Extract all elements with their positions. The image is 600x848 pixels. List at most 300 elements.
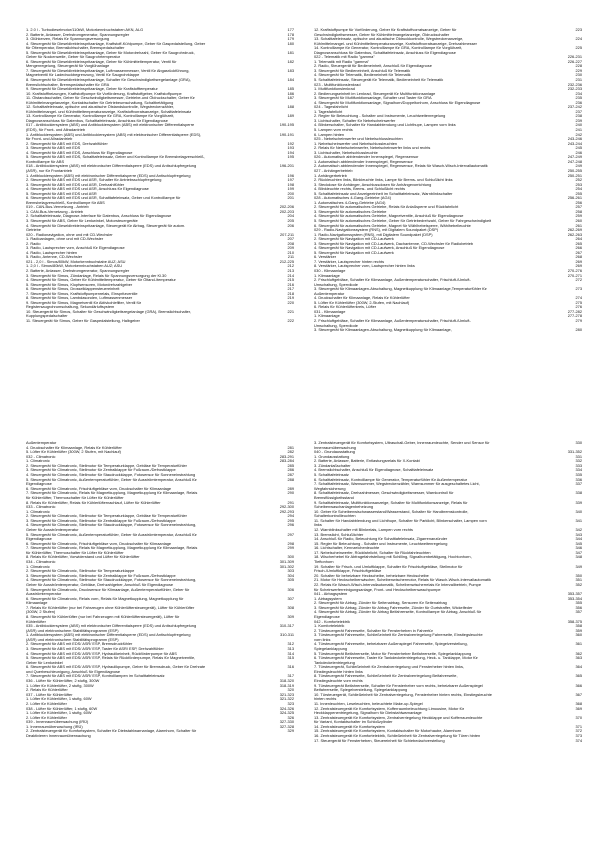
- toc-entry-title: 7. Relais für Kühlerlüfter (nur bei Fahrzeugen ohne Kühlerlüftersteuergerät), Lüfter für Kühlerlüfter: [26, 605, 195, 610]
- toc-entry-page: 275: [575, 300, 582, 305]
- toc-entry-page: 360: [575, 633, 582, 638]
- toc-entry-title: 2. Schalttafeleinsatz, Diagnose-Interface für Datenbus, Anschluss für Eigendiagnose: [26, 214, 172, 219]
- toc-entry-title: 4. Blinkleuchte rechts, Brems- und Schlußlicht rechts: [314, 187, 406, 192]
- toc-entry-page: 352: [575, 582, 582, 587]
- toc-entry-title: 1. Airbagsystem: [314, 596, 342, 601]
- toc-entry-page: 283-284: [279, 459, 294, 464]
- toc-entry-title: 5. Schalttafeleinsatz, Steuergerät für Telematik, Bedieneinheit für Telematik: [314, 78, 444, 83]
- toc-entry-title: 6. Steuergerät für Simos, Drosselklappensteuereinheit: [26, 287, 120, 292]
- toc-entry-title: Bremsbelagverschleiß, Kontrolllampe für ABS: [26, 200, 105, 205]
- toc-entry-title: 7. Steuergerät für Climatronic, Relais für Magnetkupplung, Magnetkupplung für Klimaanlage, Relais: [26, 546, 198, 551]
- toc-entry-title: 5. Steuergerät für ABS mit EDS, Schalttafeleinsatz, Geber und Kontrolllampe für Bremsbelagverschleiß,: [26, 155, 205, 160]
- toc-entry-title: 036 - Lüfter für Kühlerlüfter, 2 stufig, 300W: [26, 679, 100, 684]
- toc-entry-page: 292-300: [279, 505, 294, 510]
- toc-entry-page: 313: [287, 647, 294, 652]
- toc-entry-page: 245: [575, 146, 582, 151]
- toc-entry-title: 4. Steuergerät für ABS mit EDS und ASR, Anschluss für Eigendiagnose: [26, 187, 149, 192]
- toc-entry-title: 1. Telematik mit Radio "gamma": [314, 59, 370, 64]
- toc-entry-title: 1. Tagesfahrlicht: [314, 109, 343, 114]
- toc-entry-page: 262-263: [567, 232, 582, 237]
- toc-entry-title: 1. Climatronic: [26, 564, 50, 569]
- toc-entry-page: 258: [575, 209, 582, 214]
- toc-entry-title: Einstiegsleuchte vorn rechts: [314, 679, 363, 684]
- toc-entry-title: 033 - Climatronic: [26, 505, 56, 510]
- toc-entry-title: 18. Wischerhebel für Abfragefahrtstellung mit Schilling, Signalhornbetätigung, Hochtonhorn,: [314, 555, 472, 560]
- toc-entry-title: 4. Steuergerät für Airbag, Zünder für Airbag Beifahrerseite, Kontrolllampe für Airbag, Anschluß für: [314, 610, 482, 615]
- toc-entry-page: 267: [575, 250, 582, 255]
- toc-entry-page: 318-320: [279, 679, 294, 684]
- toc-entry-title: 1. Climatronic: [26, 459, 50, 464]
- toc-entry-title: Schalterkontrollleuchten: [314, 514, 356, 519]
- toc-entry-page: 264: [575, 237, 582, 242]
- toc-entry-page: 306: [287, 587, 294, 592]
- toc-entry-title: 2. Radio: [26, 241, 41, 246]
- toc-entry-page: 201: [287, 196, 294, 201]
- toc-entry-page: 347: [575, 550, 582, 555]
- toc-entry-page: 308: [287, 605, 294, 610]
- toc-entry-page: 331: [575, 454, 582, 459]
- toc-entry-page: 238: [575, 114, 582, 119]
- toc-entry-page: 300: [287, 555, 294, 560]
- toc-entry-title: 2. Steuergerät für ABS mit EDS/ ASR/ ESP, Bremsdruckfühler: [26, 642, 133, 647]
- toc-entry-page: 232-233: [567, 87, 582, 92]
- toc-entry-title: 4. Steuergerät für Simos, Geber für Kühlmitteltemperatur, Geber für Öltand-/temperatur: [26, 278, 176, 283]
- toc-entry-title: Umschaltung, Sperrdiode: [314, 323, 358, 328]
- toc-entry-title: für Öltemperatur, Bremslichtschalter, Bremspedalschalter: [26, 46, 125, 51]
- toc-entry-title: Klimaanlage: [26, 601, 48, 606]
- toc-entry-title: 10. Türsteuergerät, Schließeinheit für Zentralverriegelung, Fensterheber hinten rechts, Einstiegsleuchte: [314, 692, 492, 697]
- toc-entry-page: 343: [575, 532, 582, 537]
- toc-entry-page: 221: [287, 309, 294, 314]
- toc-column-left: [26, 28, 294, 344]
- toc-entry-title: 2. Steuergerät für ABS mit EDS, Drehzahlfühler: [26, 141, 108, 146]
- toc-entry-title: 2. Batterie, Anlasser, Drehstromgenerator, Spannungsregler: [26, 268, 130, 273]
- toc-entry-page: 205: [287, 218, 294, 223]
- toc-entry-page: 367: [575, 692, 582, 697]
- toc-entry-page: 304: [287, 573, 294, 578]
- toc-entry-page: 327-330: [279, 720, 294, 725]
- toc-entry-title: 2. Frischluftgebläse, Schalter für Klimaanlage, Außentemperaturschalter, Frischluft-/Umluft-: [314, 319, 471, 323]
- toc-entry-page: 189: [287, 114, 294, 119]
- toc-entry-page: 249: [575, 164, 582, 169]
- toc-entry-page: 346: [575, 546, 582, 551]
- toc-entry-page: 326: [287, 715, 294, 720]
- toc-entry-title: 1. Multifunktionslenkrad: [314, 87, 355, 92]
- toc-entry-page: 240: [575, 123, 582, 128]
- toc-entry-page: 358-375: [567, 619, 582, 624]
- toc-entry-title: 1. Anhängerbetrieb: [314, 173, 347, 178]
- toc-entry-title: 5. Lampen vorn rechts: [314, 128, 353, 133]
- toc-entry-title: 3. Steuergerät für Climatronic, Stellmotor für Zentralklappe für Fußraum-/Defrostklappe: [26, 468, 176, 473]
- toc-entry-title: Ausströmtemperatur: [26, 592, 62, 597]
- toc-entry-title: Kühlmittelmangel- und Kühlmitteltemperaturanzeige, Kraftstoffvorratsanzeige, Drehzahlmesser: [314, 41, 477, 46]
- toc-entry-page: 349: [575, 564, 582, 569]
- toc-entry-title: 6. Lampen hinten: [314, 132, 345, 137]
- toc-entry-title: 1. Lüfter für Kühlerlüfter, 1 stufig, 60W: [26, 697, 92, 702]
- toc-entry-title: Deaktivieren Innenraumüberwachung: [26, 734, 91, 738]
- toc-entry-title: 5. Lüfter für Kühlerlüfter (300W, 2 Stufen, mit Nachlauf): [26, 450, 121, 455]
- toc-entry-page: 277-282: [567, 309, 582, 314]
- toc-entry-page: 260: [575, 218, 582, 223]
- toc-entry-page: 243-244: [567, 141, 582, 146]
- toc-entry-page: 340: [575, 509, 582, 514]
- toc-entry-title: 025 - Nebelscheinwerfer und Nebelschlussleuchten: [314, 137, 403, 142]
- toc-entry-title: 2. Türsteuergerät Fahrerseite, Schalter für Fensterheben in Fahrertür: [314, 628, 433, 633]
- toc-entry-title: 3. Steckdose für Anhänger, Anschlussdosen für Anhängevorrichtung: [314, 182, 432, 187]
- toc-entry-page: 358: [575, 624, 582, 629]
- toc-entry-page: 272: [575, 278, 582, 283]
- toc-entry-page: 337: [575, 482, 582, 487]
- toc-entry-title: 4. Steuergerät für Dieseldirekteinspritzanlage, Kraftstoff-Kühlpumpe, Geber für Gaspedalstellung, Geber: [26, 41, 206, 46]
- toc-entry-title: 13. Kontrolllampe für Generator, Kontrolllampe für GRA, Kontrolllampe für Vorglühzeit,: [26, 114, 175, 119]
- toc-entry-page: 177: [287, 28, 294, 32]
- toc-entry-page: 344: [575, 537, 582, 542]
- toc-entry-page: 318-319: [279, 683, 294, 688]
- toc-entry-title: 019 - CAN-Bus-Vernetzung - Antrieb: [26, 205, 89, 210]
- toc-entry-page: 309: [287, 614, 294, 619]
- toc-entry-title: Eigendiagnose: [26, 537, 52, 542]
- toc-entry-title: 2. Steuergerät für ABS mit EDS und ASR, Schalter für Antriebsschlupfregelung: [26, 178, 162, 183]
- toc-entry-title: 1. Klimaanlage: [314, 314, 340, 319]
- toc-entry-page: 207: [287, 237, 294, 242]
- toc-entry-page: 350: [575, 573, 582, 578]
- toc-entry-title: (ASR) und elektronischem Stabilitätsprogramm (ESP): [26, 628, 119, 633]
- toc-entry-title: 017 - Antiblockiersystem (ABS) und Antiblockiersystem (ABS) mit elektronischer Differentialsperre: [26, 123, 195, 128]
- toc-entry-title: Geber für Nockenwelle, Geber für Saugrohrtemperatur: [26, 55, 121, 60]
- toc-entry-title: Kühlmittelmangelanzeige, Kontaktschalter für Getriebeumschaltung, Schaltbetätigung: [26, 100, 174, 105]
- toc-entry-title: 3. Steuergerät für ABS mit EDS und ASR, Drehzahlfühler: [26, 182, 125, 187]
- toc-entry-page: 310-317: [279, 624, 294, 629]
- toc-entry-title: 14. Kontrolllampe für Generator, Kontrolllampe für GRA, Kontrolllampe für Vorglühzeit,: [314, 46, 463, 51]
- toc-entry-title: 5. Schalttafeleinsatz und Anzeigeeinheit im Schalttafeleinsatz, Warnblinkschalter: [314, 191, 453, 196]
- toc-entry-title: Mengenregelung, Steuergerät für Vorglühanlage: [26, 64, 110, 69]
- toc-entry-title: 2. Frischluftgebläse, Schalter für Klimaanlage, Außentemperaturschalter, Frischluft-/Umluft-: [314, 278, 471, 283]
- toc-entry-page: 230: [575, 73, 582, 78]
- toc-entry-page: 224: [575, 37, 582, 42]
- toc-entry-page: 217: [287, 287, 294, 292]
- toc-entry-page: 365: [575, 674, 582, 679]
- toc-entry-title: 2. Steuergerät für Climatronic, Stellmotor für Temperaturklappe, Gebläse für Temperaturfühler: [26, 514, 187, 519]
- toc-entry-page: 269: [575, 259, 582, 264]
- toc-entry-page: 345: [575, 541, 582, 546]
- toc-entry-title: 1. Automatisches 4-Gang-Getriebe (AG4): [314, 200, 386, 205]
- toc-entry-page: 295: [287, 518, 294, 523]
- toc-entry-title: 2. Lüfter für Kühlerlüfter: [26, 715, 67, 720]
- toc-entry-title: 1. Antiblockiersystem (ABS) und Antiblockiersystem (ABS) mit elektronischer Differentialsperre (EDS),: [26, 132, 202, 137]
- toc-entry-title: 7. Steuergerät für Simos, Kraftstoffpumpenrelais, Einspritzventile: [26, 291, 138, 296]
- toc-entry-title: 2. Automatisch abblendender Innenspiegel, Regensensor, Relais für Wasch-Wisch-Intervallautomatik: [314, 164, 488, 169]
- toc-entry-title: 3. Steuergerät für Navigation mit CD-Laufwerk, Dachantenne, CD-Wechsler für Radiobetrieb: [314, 241, 474, 246]
- toc-entry-title: 17. Nebelscheinwerfer, Rückfahrlicht, Schalter für Rückfahrleuchten: [314, 550, 431, 555]
- toc-entry-title: Kühlerlüfter: [26, 619, 46, 624]
- toc-entry-page: 190-191: [279, 132, 294, 137]
- toc-entry-page: 362: [575, 651, 582, 656]
- toc-entry-title: 17. Steuergerät für Fensterheben, Steuereinheit für Schiebedachverstellung: [314, 738, 445, 743]
- toc-entry-title: 12. Schalttafeleinsatz, optische und akustische Ölstandskontrolle, Wegstreckenzähler,: [26, 105, 175, 110]
- toc-entry-page: 335: [575, 473, 582, 478]
- toc-entry-title: 8. Schalttafeleinsatz, Drehzahlmesser, Geschwindigkeitsmesser, Warnkontroll für: [314, 491, 454, 496]
- toc-entry-page: 218: [287, 291, 294, 296]
- toc-entry-page: 214: [287, 273, 294, 278]
- toc-entry-page: 324-326: [279, 706, 294, 711]
- toc-entry-page: 266: [575, 246, 582, 251]
- toc-entry-title: 2. Relais für Nebelscheinwerfer, Nebelscheinwerfer links und rechts: [314, 146, 431, 151]
- toc-entry-page: 305: [287, 578, 294, 583]
- toc-entry-title: 4. Druckschalter für Klimaanlage, Relais für Kühlerlüfter: [314, 296, 410, 301]
- toc-entry-page: 222: [287, 319, 294, 323]
- toc-entry-title: 4. Steuergerät für Dieseldirekteinspritzanlage, Steuergerät für Airbag, Steuergerät für autom.: [26, 223, 186, 228]
- toc-entry-title: 2. Batterie, Anlasser, Drehstromgenerator, Spannungsregler: [26, 32, 130, 37]
- toc-entry-page: 232-236: [567, 82, 582, 87]
- toc-entry-title: 5. Steuergerät für Navigation mit CD-Laufwerk: [314, 250, 394, 255]
- toc-entry-page: 257: [575, 205, 582, 210]
- toc-entry-title: 7. Verstärker, Lautsprecher hinten rechts: [314, 259, 385, 264]
- toc-entry-page: 371: [575, 724, 582, 729]
- toc-entry-title: 3. Zündanlaßschalter: [314, 463, 351, 468]
- toc-entry-title: Frisch-/Umluftklappe, Frischluftgebläse: [314, 569, 382, 574]
- toc-entry-title: für Variant, Kontaktschalter im Schloßzylinder: [314, 720, 393, 725]
- toc-entry-title: 3. Steuergerät für ABS, Geber für Lenkwinkel, Motorsteuergeräte: [26, 218, 138, 223]
- toc-entry-title: 1. Automatisch abblendender Innenspiegel, Regensensor: [314, 159, 413, 164]
- toc-entry-title: Eigendiagnose: [314, 614, 340, 619]
- toc-entry-page: 178: [287, 32, 294, 37]
- toc-entry-title: 020 - Radionavigation, ohne und mit CD-Wechsler: [26, 232, 113, 237]
- toc-entry-page: 280: [575, 328, 582, 333]
- toc-entry-title: 15. Zentralsteuergerät für Komfortsystem, Kontaktschalter für Motorhaube, Alarmhorn: [314, 729, 462, 734]
- toc-entry-title: 5. Radio, Antenne, CD-Wechsler: [26, 255, 83, 260]
- toc-entry-title: 4. Steuergerät für Climatronic, Stellmotor für Staudruckklappe, Fotosensor für Sonneneinstrahlung: [26, 473, 196, 478]
- toc-entry-title: 5. Türsteuergerät Beifahrerseite, Motor für Fensterheber Beifahrerseite, Spiegelanklappung: [314, 651, 472, 656]
- toc-entry-page: 276: [575, 305, 582, 310]
- toc-entry-page: 291: [287, 500, 294, 505]
- toc-entry-title: 041 - Airbagsystem: [314, 592, 348, 597]
- toc-entry-title: Magnetventil für Ladedruckbegrenzung, Ventil für Saugrohrklappe: [26, 73, 140, 78]
- toc-entry-title: (ASR), nur für Frontantrieb: [26, 168, 73, 173]
- toc-block-lower: [26, 441, 582, 823]
- toc-entry-page: 357: [575, 610, 582, 615]
- toc-entry-page: 197: [287, 178, 294, 183]
- toc-entry-title: 2. Regler für Beleuchtung - Schalter und Instrumente, Leuchtweitenregelung: [314, 114, 446, 119]
- toc-entry-title: 13. Bremslicht, Schlußlichter: [314, 532, 364, 537]
- toc-entry-title: 5. Steuergerät für ABS mit EDS/ ASR/ ESP, Relais für Rückförderpumpe, Relais für Magnetventile,: [26, 656, 196, 661]
- toc-entry-page: 331-352: [567, 450, 582, 455]
- toc-entry-page: 185: [287, 87, 294, 92]
- toc-entry-title: 5. Steuergerät für Climatronic, Drucksensor für Klimaanlage, Außentemperaturfühler, Geber für: [26, 587, 190, 592]
- toc-entry-title: 6. Steuergerät für ABS mit EDS und ASR, Schalttafeleinsatz, Geber und Kontrolllampe für: [26, 196, 181, 201]
- toc-entry-title: 4. Steuergerät für Telematik, Bedieneinheit für Telematik: [314, 73, 411, 78]
- toc-entry-page: 228: [575, 64, 582, 69]
- toc-entry-page: 231: [575, 78, 582, 83]
- toc-entry-page: 250-255: [567, 168, 582, 173]
- toc-entry-title: 6. Steuergerät für Dieseldirekteinspritzanlage, Geber für Kühlmitteltemperatur, Ventil für: [26, 59, 177, 64]
- toc-entry-title: 027 - Anhängerbetrieb: [314, 168, 353, 173]
- toc-entry-title: 9. Steuergerät für Simos, Magnetventil für Aktivkohlefilter, Ventil für: [26, 300, 142, 305]
- toc-entry-title: Umschaltung, Sperrdiode: [314, 282, 358, 287]
- toc-entry-page: 215: [287, 278, 294, 283]
- toc-entry: [26, 734, 294, 739]
- toc-entry-title: Innenraumüberwachung: [314, 445, 356, 450]
- toc-entry-title: 12. Zentralsteuergerät für Komfortsystem, Kofferraumbeleuchtung Limousine, Motor für: [314, 706, 465, 711]
- toc-entry-title: 3. Steuergerät für Klimaanlagen-Abschaltung, Magnetkupplung für Klimaanlage,: [314, 328, 452, 333]
- toc-entry-title: 21. Motor für Heckscheibenwischer, Scheibenwischermotor, Relais für Wasch-Wisch-Intervallautomatik: [314, 578, 491, 583]
- toc-entry-title: 5. Schalttafeleinsatz: [314, 473, 349, 478]
- toc-entry-title: 7. Steuergerät für Dieseldirekteinspritzanlage, Luftmassenmesser, Ventil für Abgasrückführung,: [26, 68, 190, 73]
- toc-entry-page: 213: [287, 268, 294, 273]
- toc-entry: [314, 328, 582, 333]
- toc-block-upper: [26, 28, 582, 344]
- toc-entry-page: 229: [575, 68, 582, 73]
- toc-entry-title: 12. Kraftstoffpumpe für Vorförderung, Geber für Kraftstoffvorratsanzeige, Geber für: [314, 28, 457, 32]
- toc-entry-title: 13. Schalttafeleinsatz, optische und akustische Öldruckkontrolle, Wegstreckenanzeige,: [314, 37, 464, 42]
- toc-entry-page: 252: [575, 178, 582, 183]
- toc-entry-page: 186: [287, 91, 294, 96]
- toc-entry-page: 194: [287, 150, 294, 155]
- toc-entry-page: 195: [287, 155, 294, 160]
- toc-entry-title: Heckklappenentriegelung, Signalhorn für Diebstahlwarnanlage: [314, 711, 422, 716]
- toc-entry-title: 10. Kraftstoffheizungen, Kraftstoffpumpe für Vorförderung, Kraftstoffgeber, Kraftstoffpumpe: [26, 91, 182, 96]
- toc-entry-page: 287: [287, 473, 294, 478]
- toc-entry-title: 6. Steuergerät für ABS mit EDS/ ASR/ ESP, Hydraulikpumpe, Geber für Bremsdruck, Geber für Drehrate: [26, 665, 206, 670]
- toc-entry-title: Tankdeckelentriegelung: [314, 660, 355, 665]
- toc-entry-title: Geber für Ausströmtemperatur: [26, 527, 79, 532]
- toc-entry-page: 314: [287, 651, 294, 656]
- toc-entry-title: 8. Relais für Kühlerlüfter, Relais für Kühlerlüfternachlauf, Lüfter für Kühlerlüfter: [26, 500, 161, 505]
- toc-entry-title: 3. Glühkerzen, Relais für Spannungsversorgung: [26, 37, 110, 42]
- toc-entry-title: 5. Steuergerät für automatisches Getriebe, Geber für Getriebedrehzahl, Geber für Fahrgeschwindigkeit: [314, 218, 492, 223]
- toc-entry-title: 3. Steuergerät für ABS mit EDS/ ASR/ ESP, Taster für ASR/ ESP, Drehzahlfühler: [26, 647, 164, 652]
- toc-entry-page: 338: [575, 491, 582, 496]
- toc-entry-page: 370: [575, 715, 582, 720]
- toc-entry-title: 026 - Automatisch abblendender Innenspiegel, Regensensor: [314, 155, 419, 160]
- toc-entry-title: und Querbeschleunigung, Anschluß für Eigendiagnose: [26, 669, 121, 674]
- toc-entry-page: 315: [287, 656, 294, 661]
- toc-entry-title: 018 - Antiblockiersystem (ABS) mit elektronischer Differentialsperre (EDS) und Antischlupfregelung: [26, 164, 197, 169]
- toc-entry-page: 342: [575, 527, 582, 532]
- toc-entry-title: 8. Steuergerät für Dieseldirekteinspritzanlage, Schalter für Geschwindigkeitsregelanlage (GRA),: [26, 78, 191, 83]
- toc-entry-title: 3. Steuergerät für Airbag, Zünder für Airbag Fahrerseite, Zünder für Gurtstraffer, Wickelfeder: [314, 605, 473, 610]
- toc-entry-title: Bremslichtschalter, Bremspedalschalter für GRA: [26, 82, 110, 87]
- toc-entry-page: 351: [575, 578, 582, 583]
- toc-entry-title: 034 - Climatronic: [26, 560, 56, 565]
- toc-entry-page: 256-261: [567, 196, 582, 201]
- toc-entry-title: Wegfahrsicherung: [314, 486, 346, 491]
- toc-entry-title: 5. Steuergerät für ABS mit EDS und ASR: [26, 191, 97, 196]
- toc-entry-page: 372: [575, 729, 582, 734]
- toc-entry: [26, 319, 294, 324]
- toc-entry-title: 5. Steuergerät für Simos, Klopfsensoren, Motordrehzahlgeber: [26, 282, 133, 287]
- toc-entry-title: 3. Steuergerät für ABS mit EDS: [26, 146, 81, 151]
- toc-entry-title: 4. Steuergerät für ABS mit EDS/ ASR/ ESP, Hydraulikeinheit, Rückförderpumpe für ABS: [26, 651, 177, 656]
- toc-entry-page: 207-211: [280, 232, 294, 237]
- toc-entry-page: 225: [575, 46, 582, 51]
- toc-entry-title: 11. Innenleuchten, Leseleuchten, beleuchtete Make-up-Spiegel: [314, 701, 423, 706]
- toc-entry-page: 279: [575, 319, 582, 323]
- toc-entry-title: 2. Lüfter für Kühlerlüfter: [26, 701, 67, 706]
- toc-entry-title: 13. Zentralsteuergerät für Komfortsystem, Zentralverriegelung Heckklappe und Kofferraumleuchte: [314, 715, 483, 720]
- toc-entry-title: 8. Türsteuergerät Fahrerseite, Schließeinheit für Zentralverriegelung Beifahrerseite,: [314, 674, 458, 679]
- toc-entry-page: 196: [287, 173, 294, 178]
- toc-entry-title: 6. Steuergerät für Climatronic, Frischluftgebläse vorn, Druckschalter für Klimaanlage: [26, 541, 172, 546]
- toc-entry-title: 037 - Lüfter für Kühlerlüfter: [26, 692, 73, 697]
- toc-entry-title: 4. Steuergerät für Navigation mit CD-Laufwerk, Anschluß für Eigendiagnose: [314, 246, 445, 251]
- toc-entry-title: Beifahrerseite, Spiegelverstellung, Spiegelanklappung: [314, 688, 408, 693]
- toc-entry-title: 3. Zentralsteuergerät für Komfortsystem, Ultraschall-Geber, Innenraumleuchte, Sender und Sensor für: [314, 441, 490, 445]
- toc-entry-page: 220: [287, 300, 294, 305]
- toc-entry-title: Kühlmittelmangel- und Kühlmitteltemperaturanzeige, Kraftstoffvorratsanzeige, Schalttafeleinsatz: [26, 109, 192, 114]
- toc-entry-title: 2. Steuergerät für Climatronic, Stellmotor für Temperaturklappe, Gebläse für Temperaturfühler: [26, 463, 187, 468]
- toc-entry-page: 209: [287, 246, 294, 251]
- toc-entry-title: 2. Steuergerät für Climatronic, Stellmotor für Temperaturklappe: [26, 569, 135, 574]
- toc-entry-title: Geschwindigkeitsmesser, Geber für Kühlmittelmangelanzeige, Öldruckschalter: [314, 32, 450, 37]
- toc-entry-title: 2. Relais für Kühlerlüfter: [26, 688, 68, 693]
- toc-entry-title: 4. Steuergerät für ABS mit EDS, Anschluss für Eigendiagnose: [26, 150, 133, 155]
- toc-entry-title: 20. Schalter für beheizbare Heckscheibe, beheizbare Heckscheibe: [314, 573, 429, 578]
- toc-entry-title: für Front- und Allradantrieb: [26, 137, 73, 142]
- toc-entry-title: Getriebe: [26, 228, 41, 233]
- toc-column-right: [314, 28, 582, 344]
- toc-entry-title: Diagnoseanschluss für Datenbus, Schalttafeleinsatz, Anschluss für Eigendiagnose: [314, 50, 456, 55]
- toc-entry-title: 5. Steuergerät für Climatronic, Außentemperaturfühler, Geber für Ausströmtemperatur, Anschluß für: [26, 477, 197, 482]
- toc-entry-page: 212-225: [279, 259, 294, 264]
- toc-entry-page: 282: [287, 450, 294, 455]
- toc-entry-title: 11. Schalter für Handabblendung und Lichthupe, Schalter für Parklicht, Blinkerschalter, Lampen vorn: [314, 518, 487, 523]
- toc-entry-title: 3. Türsteuergerät Fahrerseite, Schließeinheit für Zentralverriegelung Fahrerseite, Einstiegsleuchte: [314, 633, 483, 638]
- toc-entry-page: 206: [287, 223, 294, 228]
- toc-entry-title: 8. Relais für Kühlerlüfter, Vorwiderstand und Lüfter für Kühlerlüfter: [26, 555, 140, 560]
- toc-entry-title: 5. Lüfter für Kühlerlüfter (300W, 2-Stufen, mit Nachlauf): [314, 300, 410, 305]
- toc-entry-title: 3. Lichtschalter, Schalter für Nebelscheinwerfer: [314, 118, 396, 123]
- toc-entry-page: 369: [575, 706, 582, 711]
- toc-entry-page: 262-269: [567, 228, 582, 233]
- toc-entry-title: 6. Verstärker: [314, 255, 337, 260]
- toc-entry-title: 1. Radioanlagen, ohne und mit CD-Wechsler: [26, 237, 104, 242]
- toc-entry-title: 6. Schalttafeleinsatz, Kontrolllampe für Generator, Temperaturfühler für Außentemperatur: [314, 477, 468, 482]
- toc-entry-title: 028 - Automatisches 4-Gang-Getriebe (AG4): [314, 196, 391, 201]
- toc-entry-page: 200: [287, 191, 294, 196]
- toc-entry-page: 332: [575, 459, 582, 464]
- toc-entry-title: 029 - Radio-Navigationssystem (RNS), mit Digitalem Soundpaket (DSP): [314, 228, 439, 233]
- toc-entry-title: 1. Radio-Navigationssystem (RNS), mit Digitalem Soundpaket (DSP): [314, 232, 433, 237]
- toc-entry-title: 8. Verstärker, Lautsprecher vorn, Lautsprecher hinten links: [314, 264, 415, 269]
- toc-entry-page: 289: [287, 486, 294, 491]
- toc-entry-title: 3. Steuergerät für Klimaanlagen-Abschaltung, Magnetkupplung für Klimaanlage,Temperaturfühler für: [314, 287, 487, 292]
- toc-entry-page: 286: [287, 468, 294, 473]
- toc-entry-page: 261: [575, 223, 582, 228]
- toc-entry-page: 273: [575, 287, 582, 292]
- toc-entry-title: 9. Schalttafeleinsatz, Multifunktionsanzeige, Schalter für Multifunktionsanzeige, Relais für: [314, 500, 468, 505]
- toc-entry-title: 1. CAN-Bus-Vernetzung - Antrieb: [26, 209, 84, 214]
- toc-entry-page: 334: [575, 468, 582, 473]
- toc-entry-title: 6. Türsteuergerät Fahrerseite, Taster für Tankdeckelentriegelung, Heck- u. Tanklappe, Motor für: [314, 656, 478, 661]
- toc-entry-title: 2. Radio, Steuergerät für Bedieneinheit, Anschluß für Eigendiagnose: [314, 64, 432, 69]
- toc-entry-page: 198: [287, 182, 294, 187]
- toc-entry-title: 6. Steuergerät für automatisches Getriebe, Magnet für Wählhebelsperre, Wählhebelleuchte: [314, 223, 471, 228]
- toc-entry-page: 190-195: [279, 123, 294, 128]
- toc-entry-title: 4. Steuergerät für Climatronic, Stellmotor für Staudruckklappe, Fotosensor für Sonneneinstrahlung,: [26, 523, 197, 528]
- toc-entry-page: 193: [287, 146, 294, 151]
- toc-entry-title: 1. Lüfter für Kühlerlüfter, 2 stufig, 300W: [26, 683, 94, 688]
- toc-entry-title: 3. Steuergerät für Bedieneinheit, Anschluß für Telematik: [314, 68, 411, 73]
- toc-entry-title: 16. Lichtschalter, Kennzeichenleuchte: [314, 546, 380, 551]
- toc-entry-page: 355: [575, 601, 582, 606]
- toc-entry-title: 032 - Climatronic: [26, 454, 56, 459]
- toc-entry-page: 301-309: [279, 560, 294, 565]
- toc-entry-title: 4. Druckschalter für Klimaanlage, Relais für Kühlerlüfter: [26, 445, 122, 450]
- toc-entry-title: vorn links: [314, 637, 331, 642]
- toc-column-left: [26, 441, 294, 823]
- toc-entry-page: 246: [575, 150, 582, 155]
- toc-entry-title: 1. 2.0 l - Turbodieselmotor/110kW, Motorkennbuchstaben AKN, ALG: [26, 28, 144, 32]
